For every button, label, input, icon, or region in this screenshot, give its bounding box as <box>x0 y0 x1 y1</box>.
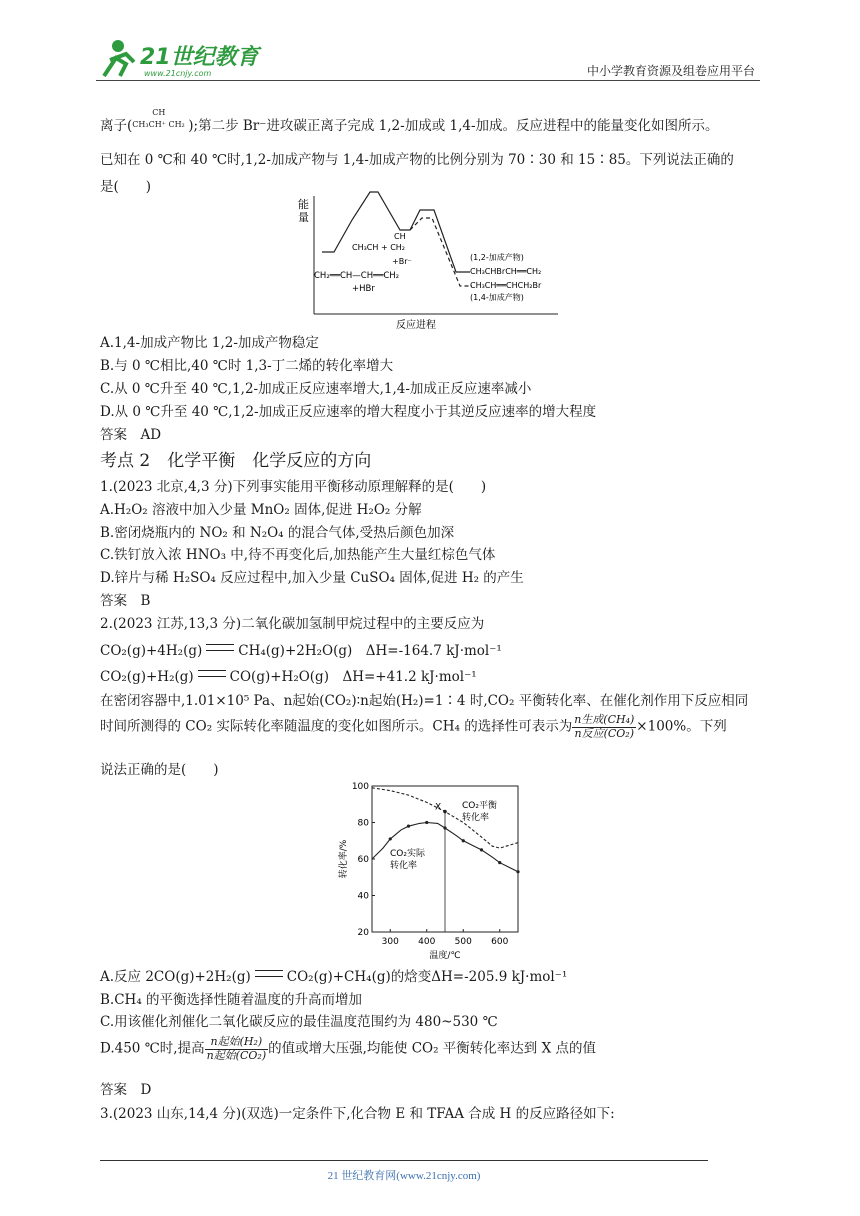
energy-xlabel: 反应进程 <box>396 320 436 330</box>
conversion-chart <box>334 778 524 962</box>
actual-annotation-1: CO₂实际 <box>390 849 425 859</box>
data-point <box>407 825 410 828</box>
q3-stem: 3.(2023 山东,14,4 分)(双选)一定条件下,化合物 E 和 TFAA 合成 H 的反应路径如下: <box>100 1106 615 1122</box>
site-title: 中小学教育资源及组卷应用平台 <box>586 64 755 78</box>
q1-option-a: A.H₂O₂ 溶液中加入少量 MnO₂ 固体,促进 H₂O₂ 分解 <box>100 502 422 518</box>
x-tick-label: 500 <box>454 937 472 947</box>
reactant-hbr: +HBr <box>352 284 375 294</box>
eq-annotation-2: 转化率 <box>462 813 490 823</box>
y-tick-label: 80 <box>357 818 369 829</box>
data-point <box>498 861 501 864</box>
q2-option-d: D.450 ℃时,提高 $\frac{\text{n起始(H₂)}}{\text{n起始(CO₂)}}$ 的值或增大压强,均能使 CO₂ 平衡转化率达到 X 点的值 <box>100 1035 596 1062</box>
data-point <box>443 826 446 829</box>
header-divider <box>96 80 760 81</box>
q2-option-a: A.反应 2CO(g)+2H₂(g) CO₂(g)+CH₄(g)的焓变ΔH=-205.9 kJ·mol⁻¹ <box>100 969 568 985</box>
y-tick-label: 60 <box>357 855 369 865</box>
y-axis-label: 转化率/% <box>339 839 349 879</box>
intermediate-label: CH₃CH + CH₂ <box>352 243 406 252</box>
x-tick-label: 400 <box>418 937 436 947</box>
q2-reaction-2: CO₂(g)+H₂(g) CO(g)+H₂O(g) ΔH=+41.2 kJ·mol⁻¹ <box>100 669 477 685</box>
equilibrium-sign <box>206 644 234 651</box>
prev-option-b: B.与 0 ℃相比,40 ℃时 1,3-丁二烯的转化率增大 <box>100 358 394 374</box>
allyl-cation-formula: CH CH₃CH⁺ CH₂ <box>132 108 185 129</box>
q1-stem: 1.(2023 北京,4,3 分)下列事实能用平衡移动原理解释的是( ) <box>100 479 487 495</box>
data-point <box>462 839 465 842</box>
q1-answer: 答案 B <box>100 593 151 609</box>
selectivity-fraction: $\frac{\text{n生成(CH₄)}}{\text{n反应(CO₂)}}$ <box>574 713 635 740</box>
logo-text: 21世纪教育 <box>140 45 259 70</box>
q2-condition-3: 说法正确的是( ) <box>100 762 219 778</box>
intro-line-2: 已知在 0 ℃和 40 ℃时,1,2-加成产物与 1,4-加成产物的比例分别为 70∶30 和 15∶85。下列说法正确的 <box>100 152 734 168</box>
data-point <box>389 837 392 840</box>
x-point-label: X <box>435 802 442 813</box>
footer-text: 21 世纪教育网(www.21cnjy.com) <box>327 1170 481 1182</box>
q1-option-c: C.铁钉放入浓 HNO₃ 中,待不再变化后,加热能产生大量红棕色气体 <box>100 547 496 563</box>
equilibrium-sign <box>255 970 283 977</box>
product14-label: CH₃CH══CHCH₂Br <box>470 281 542 290</box>
logo-url: www.21cnjy.com <box>144 69 212 78</box>
y-tick-label: 20 <box>357 928 369 938</box>
x-tick-label: 300 <box>381 937 399 947</box>
y-tick-label: 100 <box>351 782 369 792</box>
product14-tag: (1,4-加成产物) <box>470 293 524 302</box>
energy-ylabel-2: 量 <box>298 211 309 224</box>
energy-diagram <box>296 190 566 330</box>
y-tick-label: 40 <box>357 891 369 902</box>
q2-condition-1: 在密闭容器中,1.01×10⁵ Pa、n起始(CO₂)∶n起始(H₂)=1∶4 时,CO₂ 平衡转化率、在催化剂作用下反应相同 <box>100 693 749 709</box>
prev-answer: 答案 AD <box>100 427 162 443</box>
x-point-marker <box>443 810 447 814</box>
energy-ylabel-1: 能 <box>298 198 309 211</box>
q2-reaction-1: CO₂(g)+4H₂(g) CH₄(g)+2H₂O(g) ΔH=-164.7 kJ·mol⁻¹ <box>100 643 502 659</box>
h2-co2-ratio-fraction: $\frac{\text{n起始(H₂)}}{\text{n起始(CO₂)}}$ <box>206 1035 267 1062</box>
intro-line-3: 是( ) <box>100 179 152 195</box>
prev-option-d: D.从 0 ℃升至 40 ℃,1,2-加成正反应速率的增大程度小于其逆反应速率的增大程度 <box>100 404 597 420</box>
data-point <box>425 821 428 824</box>
site-logo <box>96 36 266 84</box>
data-point <box>480 848 483 851</box>
q2-stem: 2.(2023 江苏,13,3 分)二氧化碳加氢制甲烷过程中的主要反应为 <box>100 616 485 632</box>
reactant-label: CH₂══CH—CH══CH₂ <box>314 271 400 281</box>
equilibrium-sign <box>198 670 226 677</box>
q1-option-d: D.锌片与稀 H₂SO₄ 反应过程中,加入少量 CuSO₄ 固体,促进 H₂ 的产生 <box>100 570 524 586</box>
q1-option-b: B.密闭烧瓶内的 NO₂ 和 N₂O₄ 的混合气体,受热后颜色加深 <box>100 525 455 541</box>
actual-annotation-2: 转化率 <box>390 861 418 871</box>
intermediate-top: CH <box>394 232 406 241</box>
logo-runner-icon <box>96 36 266 84</box>
x-tick-label: 600 <box>491 937 509 947</box>
q2-option-b: B.CH₄ 的平衡选择性随着温度的升高而增加 <box>100 992 363 1008</box>
q2-answer: 答案 D <box>100 1082 152 1098</box>
q2-condition-2: 时间所测得的 CO₂ 实际转化率随温度的变化如图所示。CH₄ 的选择性可表示为 $\frac{\text{n生成(CH₄)}}{\text{n反应(CO₂)}}$ ×100%。下列 <box>100 713 727 740</box>
x-axis-label: 温度/℃ <box>429 951 461 961</box>
intro-line-1: 离子( CH CH₃CH⁺ CH₂ );第二步 Br⁻进攻碳正离子完成 1,2-加成或 1,4-加成。反应进程中的能量变化如图所示。 <box>100 108 719 134</box>
prev-option-a: A.1,4-加成产物比 1,2-加成产物稳定 <box>100 335 319 351</box>
data-point <box>516 870 519 873</box>
product12-label: CH₃CHBrCH══CH₂ <box>470 267 542 276</box>
section-title: 考点 2 化学平衡 化学反应的方向 <box>100 451 372 471</box>
footer-divider <box>100 1160 708 1161</box>
product12-tag: (1,2-加成产物) <box>470 253 524 262</box>
q2-option-c: C.用该催化剂催化二氧化碳反应的最佳温度范围约为 480~530 ℃ <box>100 1014 498 1030</box>
prev-option-c: C.从 0 ℃升至 40 ℃,1,2-加成正反应速率增大,1,4-加成正反应速率减小 <box>100 381 532 397</box>
eq-annotation-1: CO₂平衡 <box>462 801 497 811</box>
intermediate-br: +Br⁻ <box>392 257 412 266</box>
